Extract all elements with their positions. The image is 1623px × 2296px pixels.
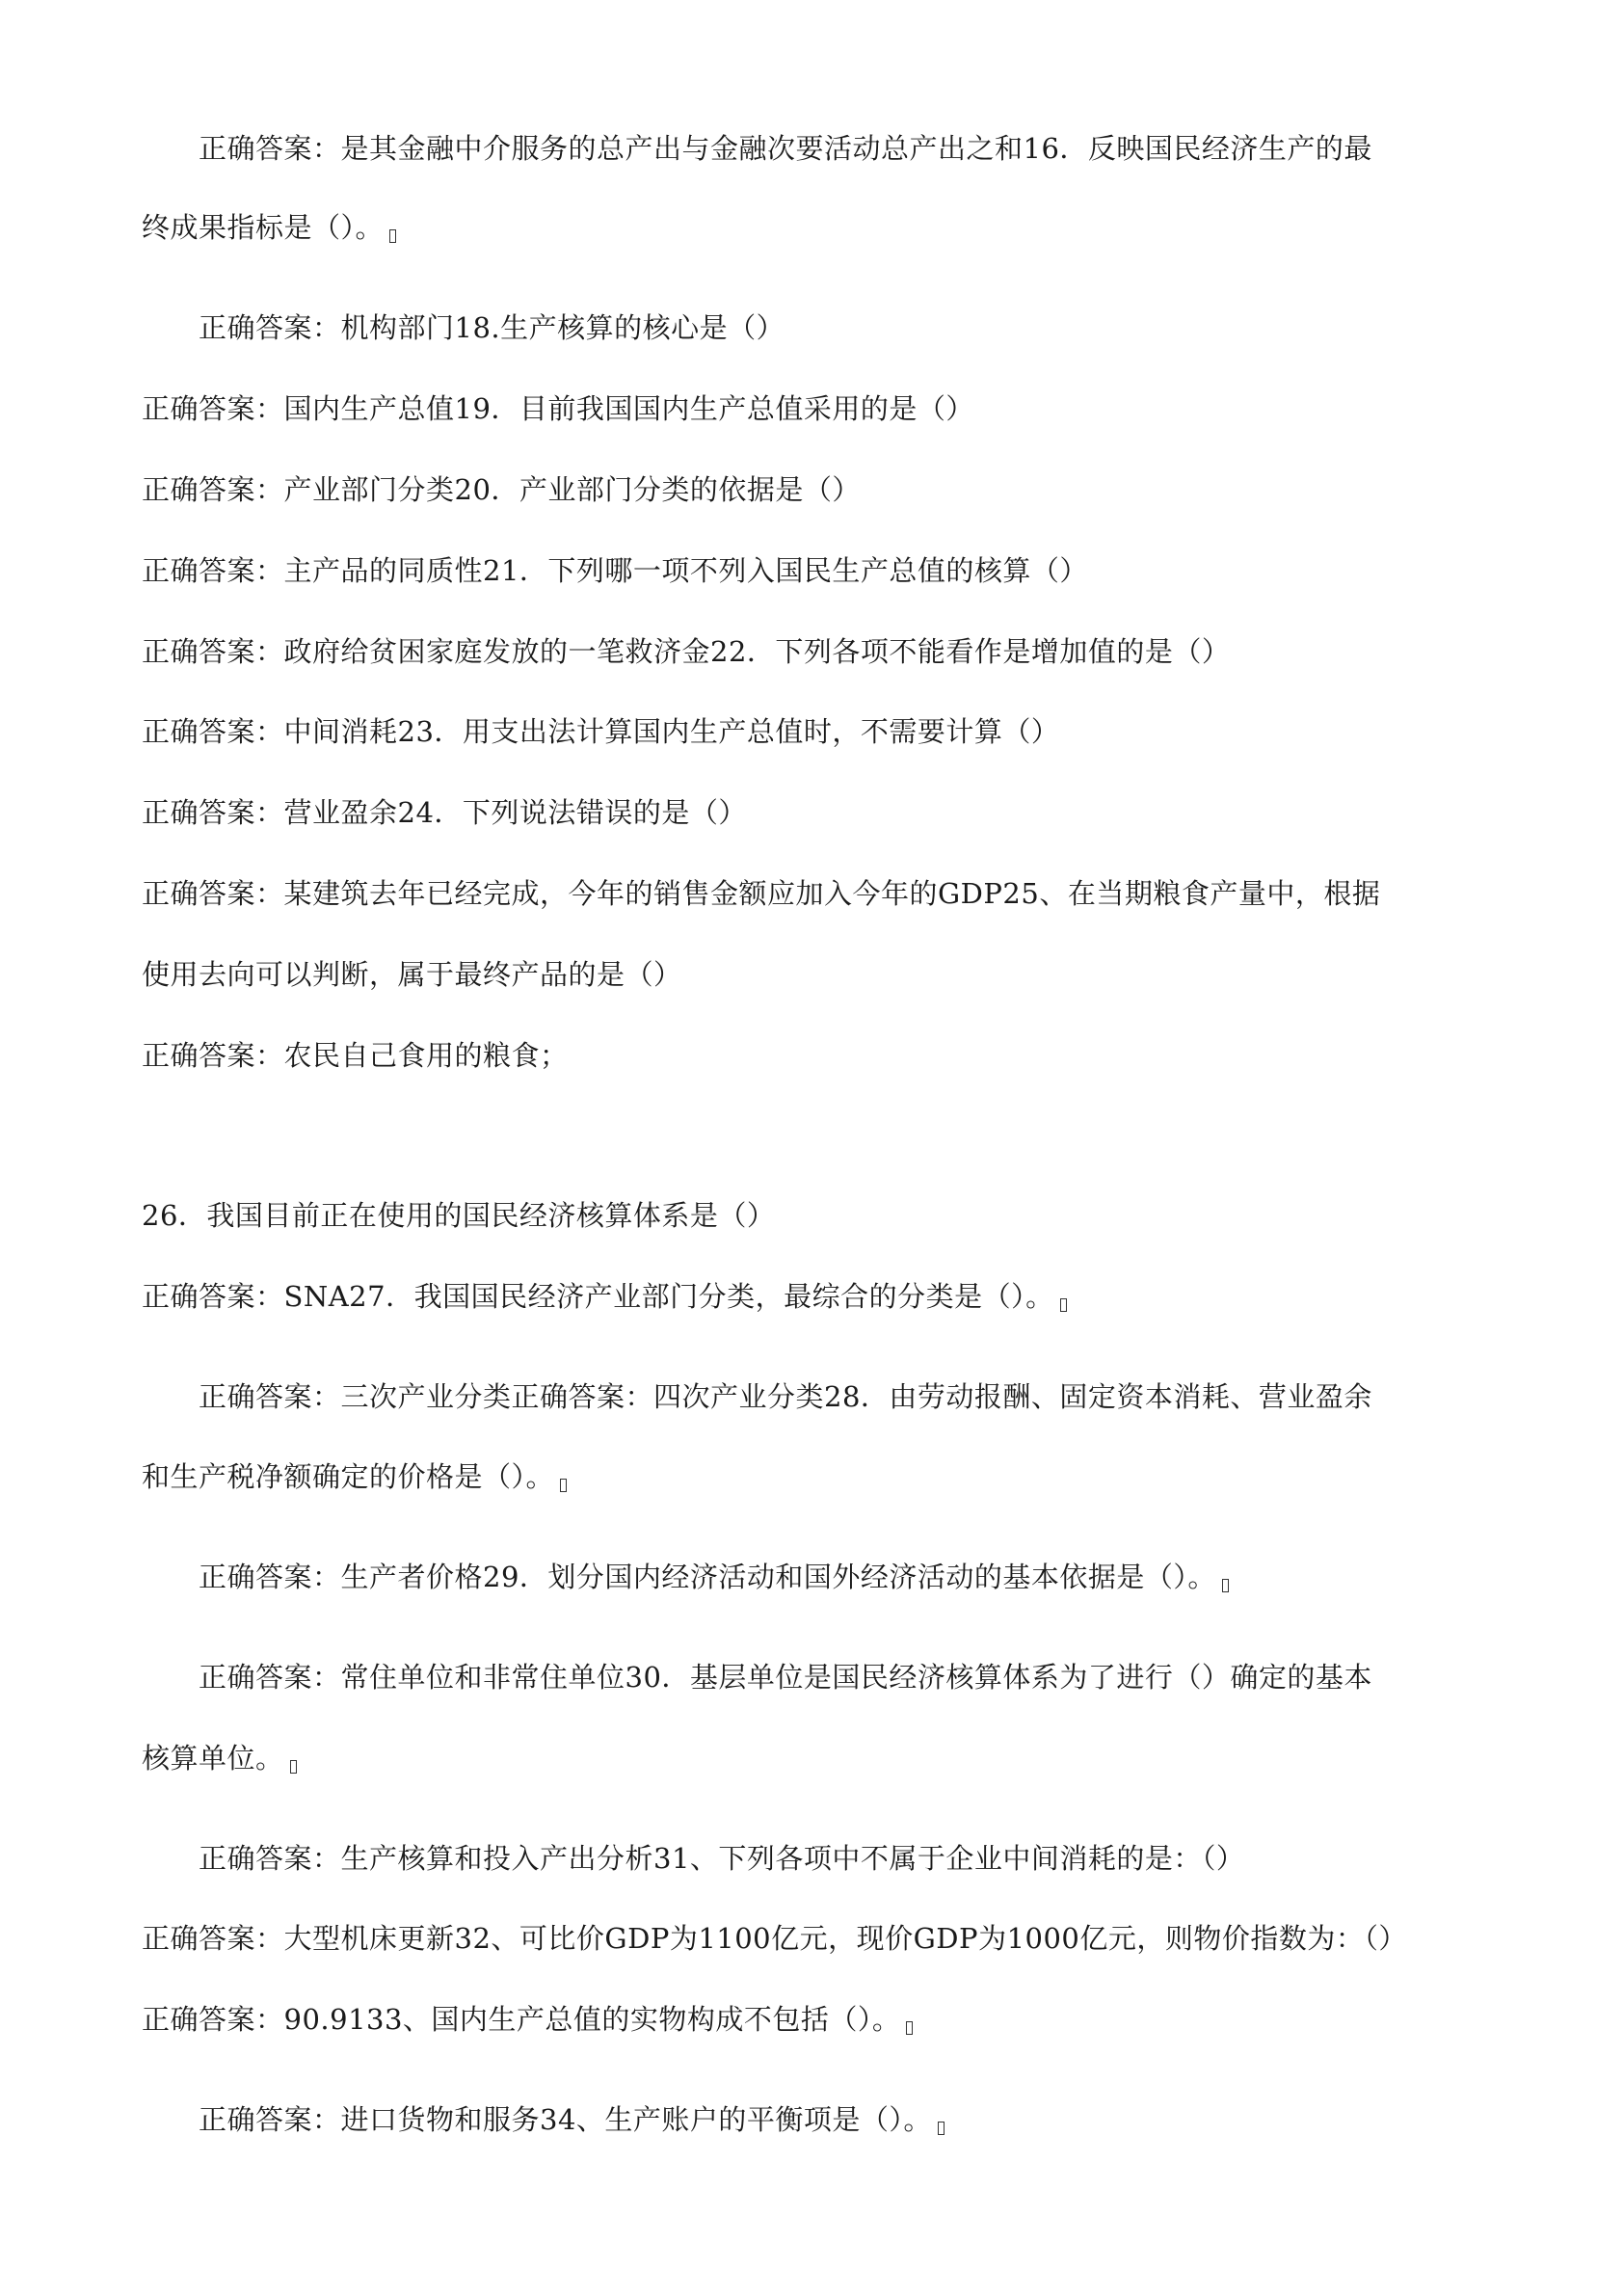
line-text: 正确答案：机构部门18.生产核算的核心是（） xyxy=(199,311,785,344)
line-text: 正确答案：国内生产总值19．目前我国国内生产总值采用的是（） xyxy=(142,392,974,425)
placeholder-glyph-icon xyxy=(938,2122,945,2135)
text-line-4 xyxy=(142,391,974,426)
text-line-2 xyxy=(142,210,396,245)
placeholder-glyph-icon xyxy=(1060,1298,1067,1312)
text-line-9 xyxy=(142,795,747,830)
text-line-5 xyxy=(142,472,861,507)
line-text: 核算单位。 xyxy=(142,1742,284,1775)
text-line-22 xyxy=(142,2002,913,2037)
line-text: 正确答案：SNA27．我国国民经济产业部门分类，最综合的分类是（）。 xyxy=(142,1280,1054,1313)
line-text: 正确答案：营业盈余24．下列说法错误的是（） xyxy=(142,796,747,829)
text-line-16 xyxy=(142,1459,567,1494)
line-text: 正确答案：大型机床更新32、可比价GDP为1100亿元，现价GDP为1000亿元，则物价指数为：（） xyxy=(142,1922,1407,1955)
text-line-1 xyxy=(199,131,1372,166)
line-text: 正确答案：中间消耗23．用支出法计算国内生产总值时，不需要计算（） xyxy=(142,715,1060,748)
placeholder-glyph-icon xyxy=(560,1479,567,1492)
line-text: 正确答案：产业部门分类20．产业部门分类的依据是（） xyxy=(142,473,861,506)
text-line-18 xyxy=(199,1660,1372,1695)
placeholder-glyph-icon xyxy=(906,2021,913,2035)
text-line-11 xyxy=(142,957,682,992)
line-text: 26．我国目前正在使用的国民经济核算体系是（） xyxy=(142,1199,776,1232)
line-text: 正确答案：90.9133、国内生产总值的实物构成不包括（）。 xyxy=(142,2003,901,2036)
text-line-8 xyxy=(142,714,1059,749)
line-text: 使用去向可以判断，属于最终产品的是（） xyxy=(142,958,682,991)
line-text: 正确答案：生产核算和投入产出分析31、下列各项中不属于企业中间消耗的是：（） xyxy=(199,1842,1245,1875)
line-text: 正确答案：生产者价格29．划分国内经济活动和国外经济活动的基本依据是（）。 xyxy=(199,1561,1216,1593)
line-text: 终成果指标是（）。 xyxy=(142,211,385,244)
text-line-23 xyxy=(199,2102,945,2137)
line-text: 正确答案：三次产业分类正确答案：四次产业分类28．由劳动报酬、固定资本消耗、营业盈余 xyxy=(199,1380,1372,1413)
text-line-21 xyxy=(142,1921,1407,1956)
text-line-20 xyxy=(199,1841,1244,1876)
text-line-13 xyxy=(142,1198,775,1233)
text-line-12 xyxy=(142,1038,569,1073)
line-text: 正确答案：农民自己食用的粮食； xyxy=(142,1039,569,1072)
line-text: 正确答案：政府给贫困家庭发放的一笔救济金22．下列各项不能看作是增加值的是（） xyxy=(142,635,1231,668)
line-text: 正确答案：某建筑去年已经完成，今年的销售金额应加入今年的GDP25、在当期粮食产量中，根据 xyxy=(142,877,1381,910)
placeholder-glyph-icon xyxy=(1222,1579,1229,1592)
line-text: 正确答案：进口货物和服务34、生产账户的平衡项是（）。 xyxy=(199,2103,932,2136)
placeholder-glyph-icon xyxy=(290,1760,297,1774)
text-line-14 xyxy=(142,1279,1067,1314)
line-text: 和生产税净额确定的价格是（）。 xyxy=(142,1460,555,1493)
text-line-7 xyxy=(142,634,1230,669)
text-line-17 xyxy=(199,1560,1229,1594)
line-text: 正确答案：是其金融中介服务的总产出与金融次要活动总产出之和16．反映国民经济生产的最 xyxy=(199,132,1372,165)
text-line-6 xyxy=(142,553,1088,588)
line-text: 正确答案：主产品的同质性21．下列哪一项不列入国民生产总值的核算（） xyxy=(142,554,1088,587)
text-line-10 xyxy=(142,876,1380,911)
text-line-15 xyxy=(199,1379,1372,1414)
placeholder-glyph-icon xyxy=(389,229,396,243)
text-line-19 xyxy=(142,1741,297,1775)
text-line-3 xyxy=(199,310,785,345)
line-text: 正确答案：常住单位和非常住单位30．基层单位是国民经济核算体系为了进行（）确定的基本 xyxy=(199,1661,1372,1694)
